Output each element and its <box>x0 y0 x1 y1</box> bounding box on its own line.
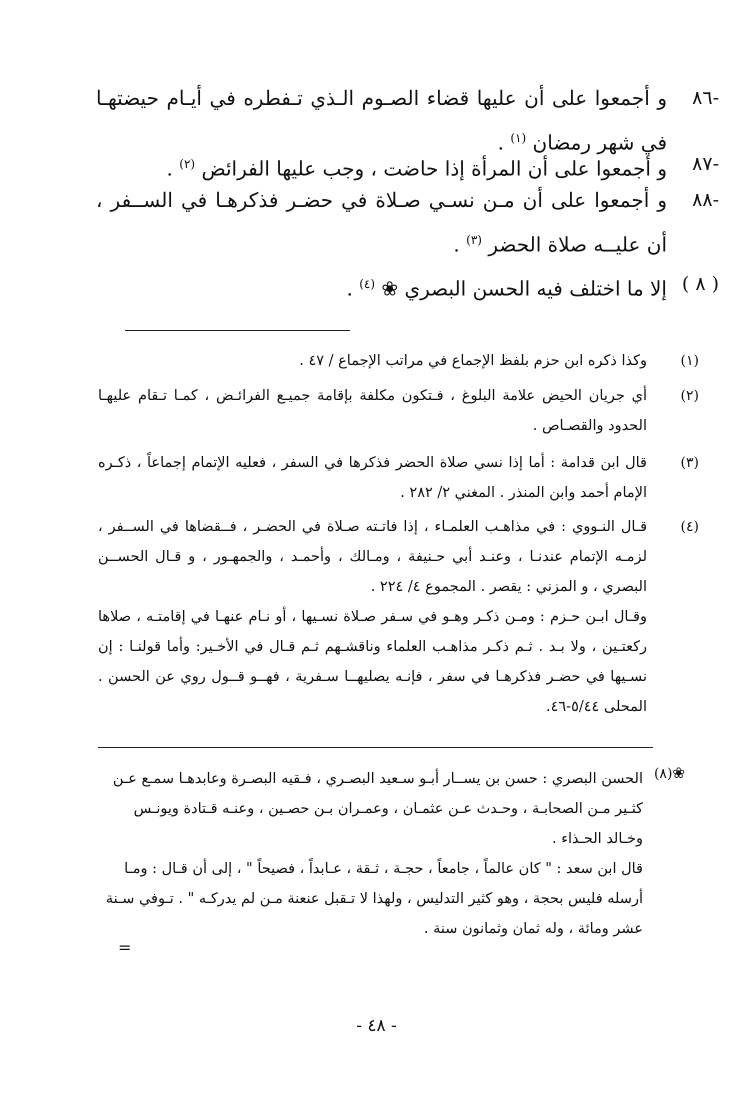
item-number: -٨٧ <box>692 153 719 175</box>
item-text: و أجمعوا على أن عليها قضاء الصـوم الـذي تـفطره في أيـام حيضتهـا في شهر رمضان <box>96 86 667 155</box>
biography-paragraph: قال ابن سعد : " كان عالماً ، جامعاً ، حجـة ، ثـقة ، عـابداً ، فصيحاً " ، إلى أن قـال : ومـا أرسله فليس بحجة ، وهو كثير التدليس ، ولهذا لا تـقبل عنعنة مـن لم يدركـه " . تـوفي سـنة عشر ومائة ، وله ثمان وثمانون سنة . <box>105 861 643 937</box>
footnote-number: (٢) <box>680 388 699 404</box>
item-number: -٨٨ <box>692 189 719 211</box>
item-text: و أجمعوا على أن المرأة إذا حاضت ، وجب عليها الفرائض <box>201 156 667 181</box>
biography-note <box>98 764 685 944</box>
flower-icon: ❀ <box>672 764 685 782</box>
footnote-ref: (١) <box>510 131 527 145</box>
footnote <box>98 381 699 441</box>
footnote-separator <box>125 330 350 331</box>
footnote-number: (١) <box>680 353 699 369</box>
biography-separator <box>98 747 653 748</box>
biography-number: (٨) <box>653 766 673 782</box>
item-number: -٨٦ <box>692 87 719 109</box>
footnote-number: (٣) <box>680 455 699 471</box>
consensus-item <box>96 180 719 265</box>
footnote-text: وكذا ذكره ابن حزم بلفظ الإجماع في مراتب الإجماع / ٤٧ . <box>299 353 647 369</box>
footnote-text-continued: وقـال ابـن حـزم : ومـن ذكـر وهـو في سـفر صـلاة نسـيها ، أو نـام عنهـا في إقامتـه ، صلاها ركعتـين ، ولا بـد . ثـم ذكـر مذاهـب العلماء وناقشـهم ثـم قـال في الأخـير: وأما قولنـا : إن نسـيها في حضـر فذكرهـا في سفر ، فإنـه يصليهــا سـفرية ، فهــو قــول روي عن الحسن . المحلى ٥/٤٤-٤٦. <box>98 609 647 715</box>
item-end: . <box>497 130 511 155</box>
page-number: - ٤٨ - <box>356 1016 397 1036</box>
exception-item <box>96 264 719 309</box>
biography-paragraph: الحسن البصري : حسن بن يســار أبـو سـعيد البصـري ، فـقيه البصـرة وعابدهـا سمـع عـن كثـير مـن الصحابـة ، وحـدث عـن عثمـان ، وعمـران بـن حصـين ، وعنـه قـتادة ويونـس وخـالد الحـذاء . <box>112 771 643 847</box>
item-end: . <box>346 276 360 301</box>
footnote-number: (٤) <box>680 519 699 535</box>
footnote-ref: (٢) <box>179 157 196 171</box>
footnote <box>98 512 699 722</box>
footnote-text: أي جريان الحيض علامة البلوغ ، فـتكون مكلفة بإقامة جميـع الفرائـض ، كمـا تـقام عليهـا الحدود والقصـاص . <box>98 388 647 434</box>
item-number: ( ٨ ) <box>681 273 719 295</box>
footnote-text: قال ابن قدامة : أما إذا نسي صلاة الحضر فذكرها في السفر ، فعليه الإتمام إجماعاً ، ذكـره الإمام أحمد وابن المنذر . المغني ٢/ ٢٨٢ . <box>98 455 647 501</box>
continuation-mark: = <box>118 938 132 957</box>
footnote-text: قـال النـووي : في مذاهـب العلمـاء ، إذا فاتـته صـلاة في الحضـر ، فــقضاها في الســفر ، لزمـه الإتمام عندنـا ، وعنـد أبي حـنيفة ، ومـالك ، وأحمـد ، والجمهـور ، و قـال الحســن البصري ، و المزني : يقصر . المجموع ٤/ ٢٢٤ . <box>98 519 647 595</box>
item-text: إلا ما اختلف فيه الحسن البصري ❀ <box>381 276 667 301</box>
item-end: . <box>166 156 180 181</box>
footnote-ref: (٣) <box>466 233 482 247</box>
footnote <box>98 448 699 508</box>
footnote-ref: (٤) <box>359 277 376 291</box>
item-end: . <box>453 232 467 257</box>
footnote <box>98 346 699 376</box>
item-text: و أجمعوا على أن مـن نسـي صـلاة في حضـر فذكرهـا في الســفر ، أن عليــه صلاة الحضر <box>96 188 667 257</box>
